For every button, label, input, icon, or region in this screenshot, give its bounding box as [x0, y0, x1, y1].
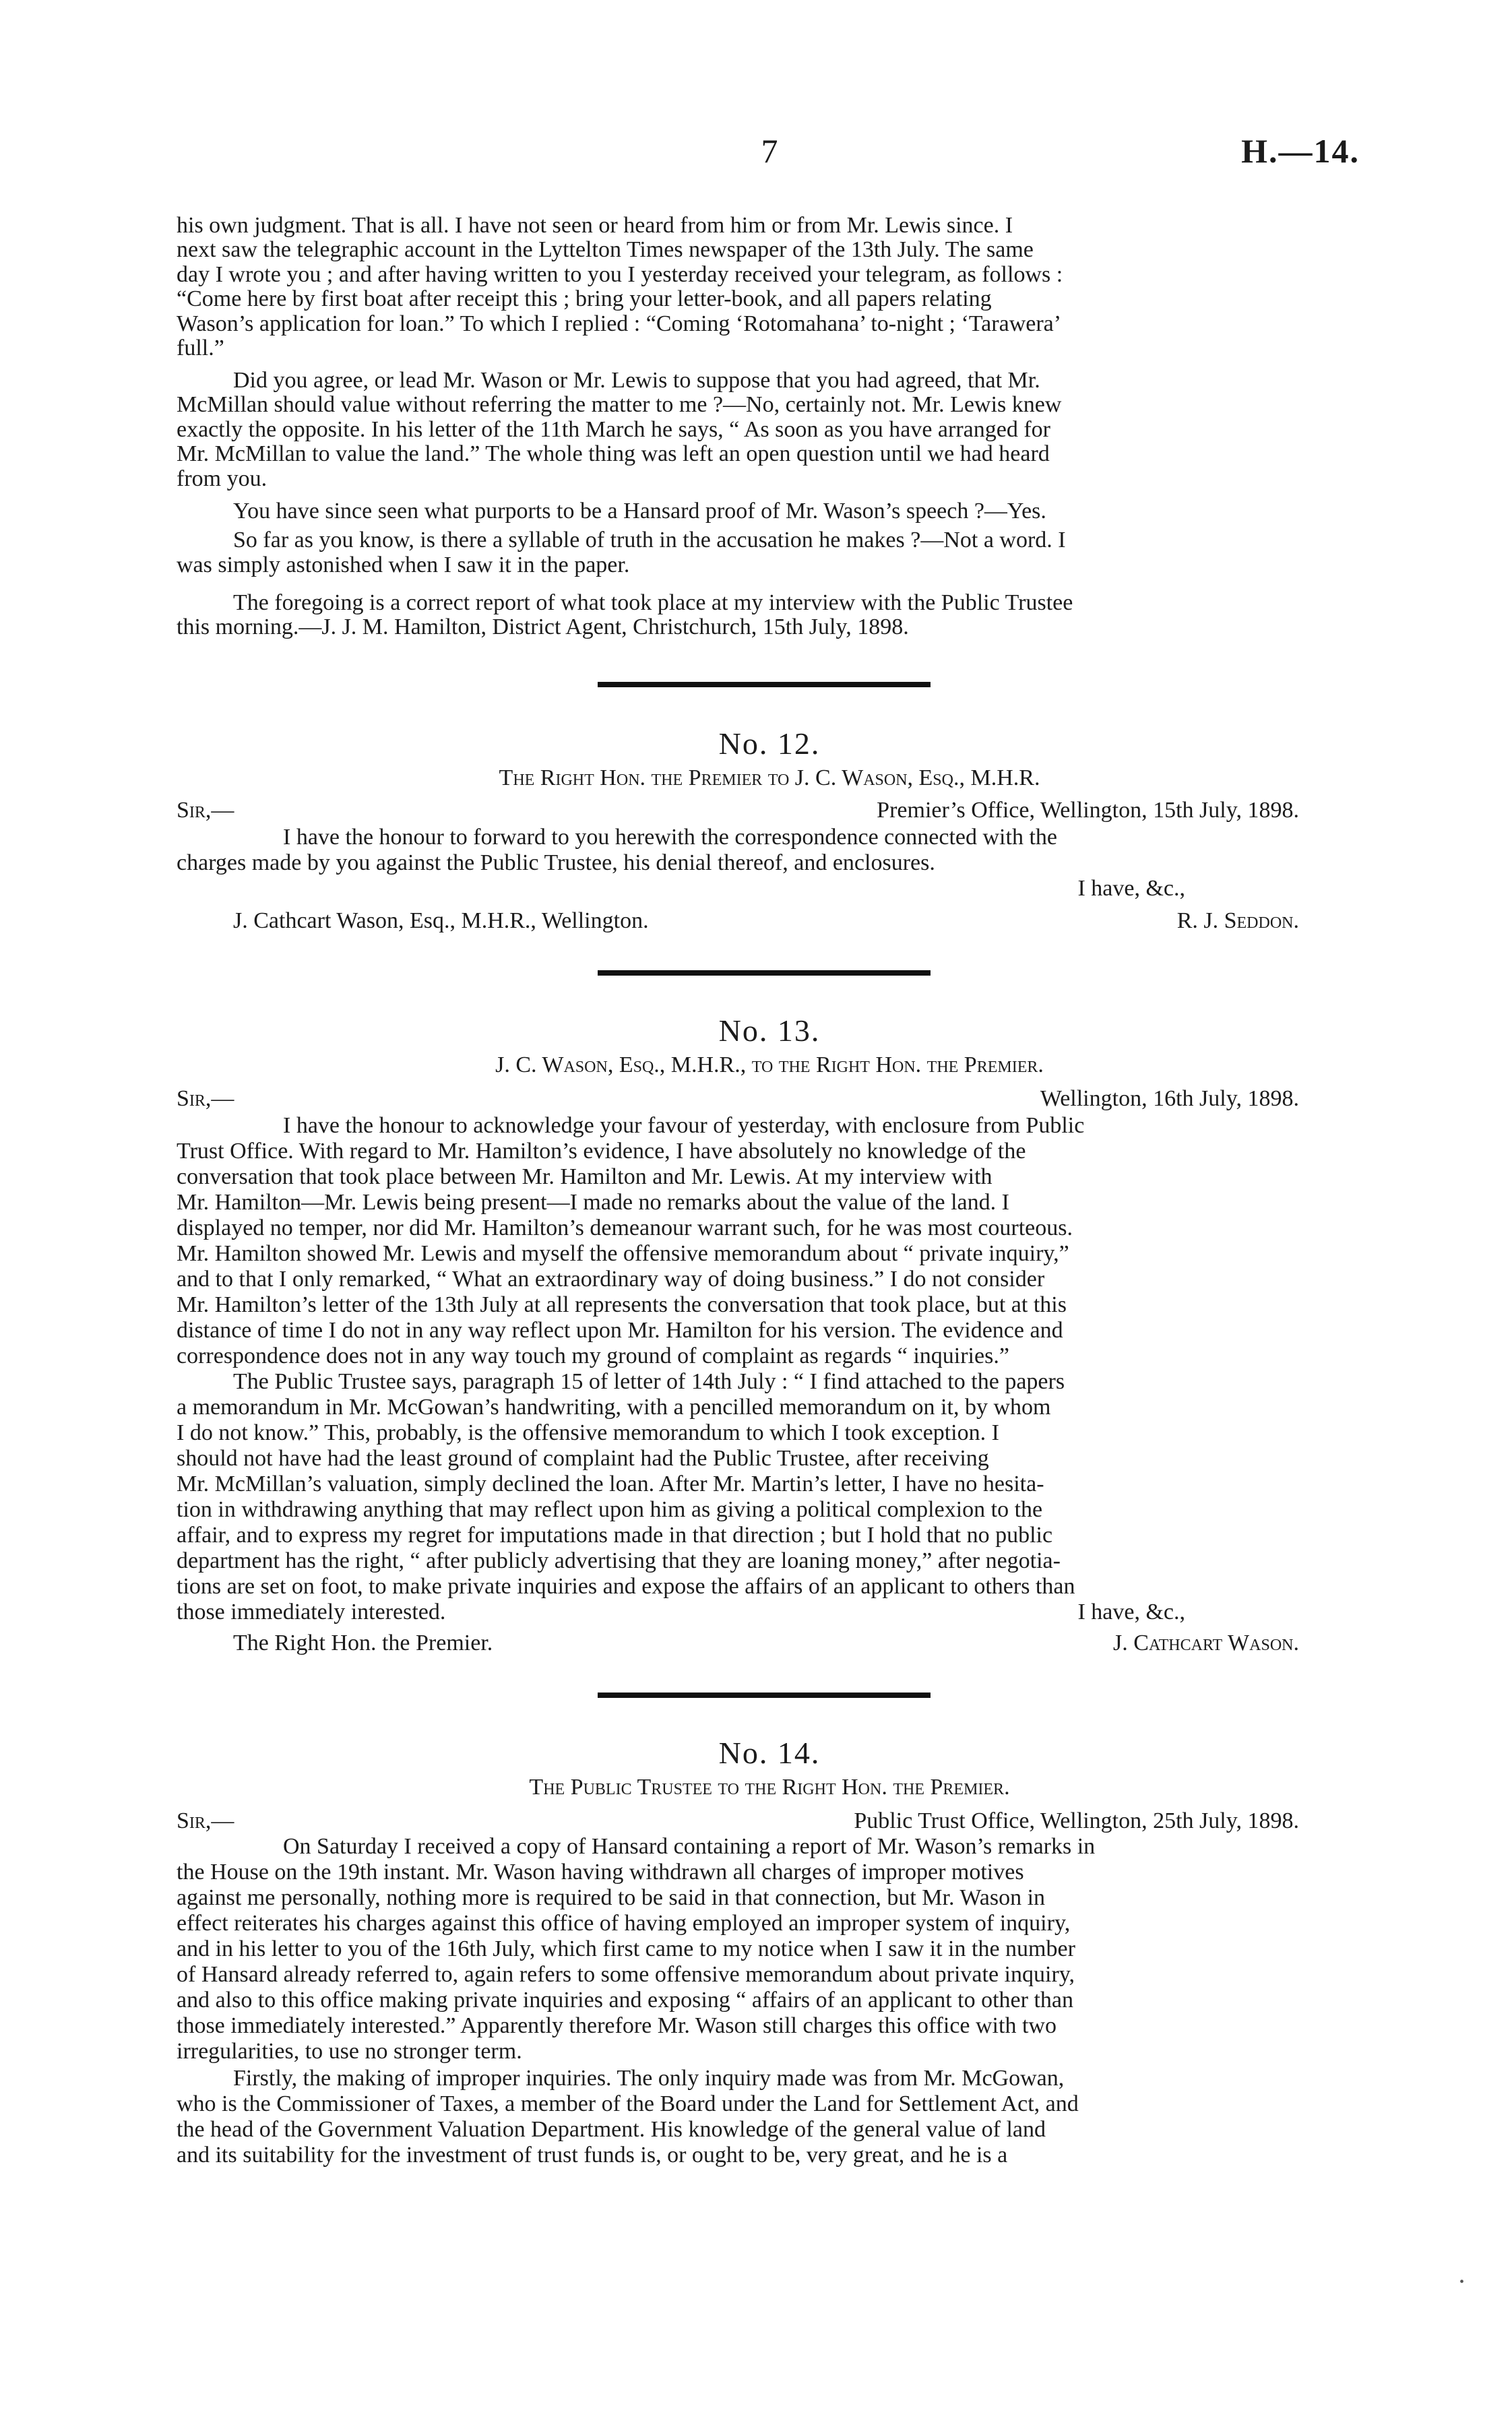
text-line: of Hansard already referred to, again refers to some offensive memorandum about private inquiry,	[177, 1962, 1075, 1987]
text-line: those immediately interested.	[177, 1600, 446, 1624]
text-line: and to that I only remarked, “ What an extraordinary way of doing business.” I do not consider	[177, 1267, 1045, 1292]
text-line: his own judgment. That is all. I have not seen or heard from him or from Mr. Lewis since. I	[177, 213, 1013, 238]
margin-mark: •	[1459, 2275, 1465, 2289]
dateline: Premier’s Office, Wellington, 15th July, 1898.	[877, 798, 1299, 823]
signature: J. Cathcart Wason.	[1113, 1631, 1299, 1655]
addressee: The Right Hon. the Premier.	[233, 1631, 493, 1655]
text-line: McMillan should value without referring the matter to me ?—No, certainly not. Mr. Lewis knew	[177, 392, 1062, 417]
text-line: and its suitability for the investment of trust funds is, or ought to be, very great, and he is a	[177, 2143, 1008, 2168]
section-heading: No. 12.	[718, 726, 821, 761]
text-line: should not have had the least ground of complaint had the Public Trustee, after receiving	[177, 1446, 989, 1471]
section-subheading: The Public Trustee to the Right Hon. the Premier.	[529, 1775, 1010, 1800]
text-line: exactly the opposite. In his letter of the 11th March he says, “ As soon as you have arranged for	[177, 417, 1050, 442]
signature: R. J. Seddon.	[1176, 908, 1299, 933]
section-rule	[598, 1693, 931, 1698]
text-line: Mr. Hamilton—Mr. Lewis being present—I made no remarks about the value of the land. I	[177, 1190, 1009, 1215]
salutation: Sir,—	[177, 1808, 234, 1833]
text-line: I have the honour to acknowledge your favour of yesterday, with enclosure from Public	[283, 1113, 1085, 1138]
text-line: tion in withdrawing anything that may reflect upon him as giving a political complexion to the	[177, 1497, 1043, 1522]
text-line: tions are set on foot, to make private inquiries and expose the affairs of an applicant to others than	[177, 1574, 1075, 1599]
text-line: those immediately interested.” Apparently therefore Mr. Wason still charges this office with two	[177, 2013, 1057, 2038]
text-line: and also to this office making private inquiries and exposing “ affairs of an applicant to other than	[177, 1988, 1073, 2013]
closing: I have, &c.,	[1077, 876, 1185, 901]
text-line: day I wrote you ; and after having written to you I yesterday received your telegram, as follows :	[177, 262, 1063, 287]
text-line: the head of the Government Valuation Department. His knowledge of the general value of land	[177, 2117, 1046, 2142]
text-line: Wason’s application for loan.” To which I replied : “Coming ‘Rotomahana’ to-night ; ‘Tarawera’	[177, 311, 1062, 336]
text-line: Mr. McMillan’s valuation, simply declined the loan. After Mr. Martin’s letter, I have no hesita-	[177, 1472, 1044, 1496]
page-number: 7	[761, 132, 778, 170]
text-line: against me personally, nothing more is required to be said in that connection, but Mr. Wason in	[177, 1885, 1046, 1910]
text-line: On Saturday I received a copy of Hansard containing a report of Mr. Wason’s remarks in	[283, 1834, 1096, 1859]
text-line: Trust Office. With regard to Mr. Hamilton’s evidence, I have absolutely no knowledge of the	[177, 1139, 1026, 1164]
text-line: this morning.—J. J. M. Hamilton, District Agent, Christchurch, 15th July, 1898.	[177, 614, 909, 639]
text-line: the House on the 19th instant. Mr. Wason having withdrawn all charges of improper motives	[177, 1860, 1024, 1885]
text-line: irregularities, to use no stronger term.	[177, 2039, 522, 2064]
text-line: charges made by you against the Public Trustee, his denial thereof, and enclosures.	[177, 850, 935, 875]
section-subheading: J. C. Wason, Esq., M.H.R., to the Right Hon. the Premier.	[495, 1052, 1044, 1077]
text-line: The foregoing is a correct report of what took place at my interview with the Public Trustee	[233, 590, 1073, 615]
text-line: was simply astonished when I saw it in the paper.	[177, 552, 630, 577]
text-line: Mr. McMillan to value the land.” The whole thing was left an open question until we had heard	[177, 441, 1050, 466]
text-line: affair, and to express my regret for imputations made in that direction ; but I hold that no public	[177, 1523, 1053, 1548]
text-line: from you.	[177, 466, 267, 491]
text-line: Mr. Hamilton showed Mr. Lewis and myself the offensive memorandum about “ private inquiry,”	[177, 1241, 1069, 1266]
text-line: effect reiterates his charges against this office of having employed an improper system of inquiry,	[177, 1911, 1071, 1936]
text-line: a memorandum in Mr. McGowan’s handwriting, with a pencilled memorandum on it, by whom	[177, 1395, 1051, 1420]
section-subheading: The Right Hon. the Premier to J. C. Wason, Esq., M.H.R.	[499, 765, 1040, 790]
text-line: So far as you know, is there a syllable of truth in the accusation he makes ?—Not a word. I	[233, 528, 1066, 552]
salutation: Sir,—	[177, 1086, 234, 1111]
section-heading: No. 14.	[718, 1736, 821, 1770]
dateline: Public Trust Office, Wellington, 25th July, 1898.	[854, 1808, 1299, 1833]
text-line: You have since seen what purports to be a Hansard proof of Mr. Wason’s speech ?—Yes.	[233, 499, 1046, 524]
text-line: I do not know.” This, probably, is the offensive memorandum to which I took exception. I	[177, 1420, 999, 1445]
section-rule	[598, 970, 931, 976]
section-heading: No. 13.	[718, 1013, 821, 1048]
text-line: conversation that took place between Mr. Hamilton and Mr. Lewis. At my interview with	[177, 1164, 993, 1189]
text-line: The Public Trustee says, paragraph 15 of letter of 14th July : “ I find attached to the papers	[233, 1369, 1065, 1394]
dateline: Wellington, 16th July, 1898.	[1040, 1086, 1299, 1111]
text-line: Firstly, the making of improper inquiries. The only inquiry made was from Mr. McGowan,	[233, 2066, 1065, 2091]
text-line: full.”	[177, 336, 224, 360]
text-line: and in his letter to you of the 16th July, which first came to my notice when I saw it in the number	[177, 1936, 1075, 1961]
text-line: “Come here by first boat after receipt this ; bring your letter-book, and all papers relating	[177, 286, 992, 311]
text-line: who is the Commissioner of Taxes, a member of the Board under the Land for Settlement Act, and	[177, 2091, 1079, 2116]
salutation: Sir,—	[177, 798, 234, 823]
text-line: I have the honour to forward to you herewith the correspondence connected with the	[283, 825, 1057, 850]
addressee: J. Cathcart Wason, Esq., M.H.R., Wellington.	[233, 908, 649, 933]
text-line: Did you agree, or lead Mr. Wason or Mr. Lewis to suppose that you had agreed, that Mr.	[233, 368, 1040, 393]
text-line: displayed no temper, nor did Mr. Hamilton’s demeanour warrant such, for he was most courteous.	[177, 1215, 1073, 1240]
text-line: next saw the telegraphic account in the Lyttelton Times newspaper of the 13th July. The same	[177, 237, 1034, 262]
page-header	[177, 131, 1362, 171]
text-line: correspondence does not in any way touch my ground of complaint as regards “ inquiries.”	[177, 1343, 1009, 1368]
closing: I have, &c.,	[1077, 1600, 1185, 1624]
text-line: Mr. Hamilton’s letter of the 13th July at all represents the conversation that took place, but at this	[177, 1292, 1067, 1317]
text-line: distance of time I do not in any way reflect upon Mr. Hamilton for his version. The evidence and	[177, 1318, 1063, 1343]
text-line: department has the right, “ after publicly advertising that they are loaning money,” after negotia-	[177, 1548, 1061, 1573]
section-rule	[598, 682, 931, 687]
paper-reference: H.—14.	[1241, 132, 1360, 170]
